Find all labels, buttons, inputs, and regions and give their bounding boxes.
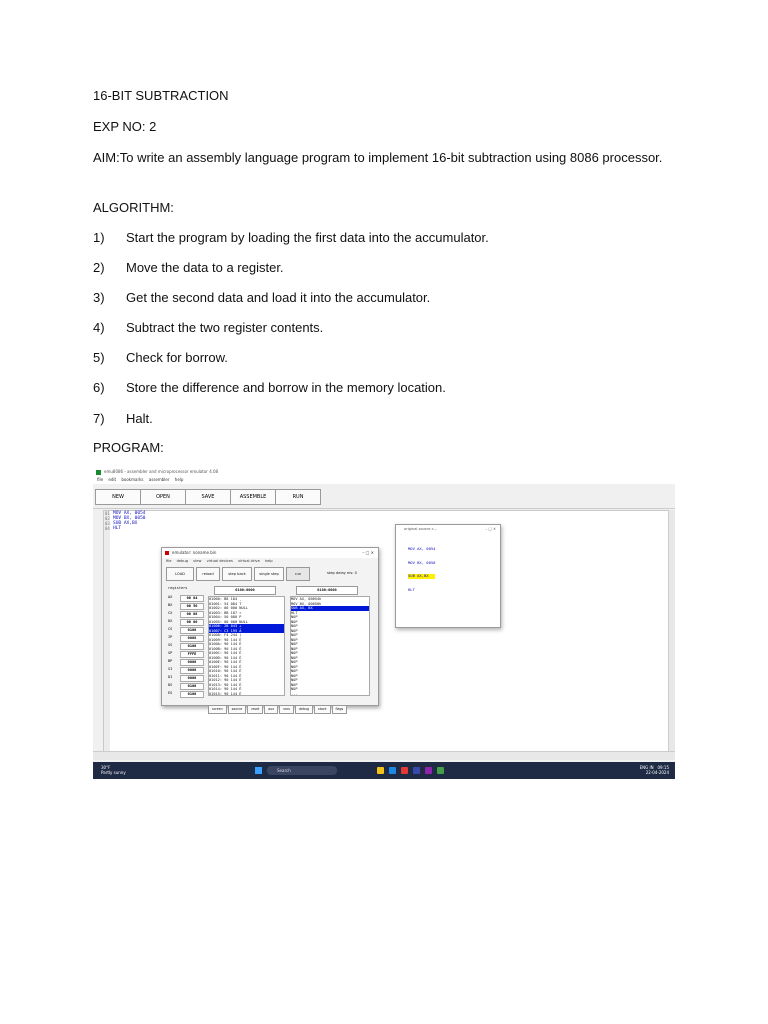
register-row	[168, 675, 206, 681]
temperature: 30°F	[101, 765, 111, 770]
disassembly-row[interactable]: NOP	[291, 646, 298, 651]
reload-button[interactable]: reload	[196, 567, 220, 581]
register-name: DX	[168, 619, 173, 623]
memory-row[interactable]: 0100D: 90 144 É	[209, 655, 242, 660]
register-name: BP	[168, 659, 173, 663]
register-name: SI	[168, 667, 173, 671]
weather-text: Partly sunny	[101, 770, 126, 775]
line-number: 01	[105, 511, 110, 516]
disassembly-row[interactable]: MOV AX, 00054h	[291, 597, 322, 601]
clock-time: 09:15	[657, 765, 669, 770]
vars-button[interactable]: vars	[279, 705, 294, 714]
register-value[interactable]: 00 50	[180, 603, 204, 610]
memory-list[interactable]	[208, 596, 285, 696]
run-button[interactable]: RUN	[275, 489, 321, 505]
register-name: CS	[168, 627, 173, 631]
program-heading: PROGRAM:	[93, 440, 164, 455]
disassembly-row[interactable]: NOP	[291, 678, 298, 682]
register-row	[168, 627, 206, 633]
registers-label: registers	[168, 586, 188, 590]
disassembly-list[interactable]	[290, 596, 370, 696]
code-line: HLT	[113, 526, 122, 531]
region-indicator: IN	[649, 765, 654, 770]
code-line: SUB AX,BX	[113, 521, 138, 526]
step-text: Move the data to a register.	[126, 260, 284, 275]
app-icon	[96, 470, 101, 475]
register-name: CX	[168, 611, 173, 615]
menu-file[interactable]: file	[97, 477, 104, 482]
line-number: 03	[105, 521, 110, 526]
step-number: 5)	[93, 350, 105, 365]
disassembly-row[interactable]: NOP	[291, 669, 298, 673]
aux-button[interactable]: aux	[264, 705, 278, 714]
register-name: SP	[168, 651, 173, 655]
memory-row[interactable]: 0100F: 90 144 É	[209, 664, 242, 669]
window-title: emu8086 - assembler and microprocessor emulator 4.08	[104, 469, 219, 474]
disassembly-row[interactable]: NOP	[291, 660, 298, 664]
step-text: Check for borrow.	[126, 350, 228, 365]
open-button[interactable]: OPEN	[140, 489, 186, 505]
step-text: Halt.	[126, 411, 153, 426]
code-line: MOV AX, 0054	[113, 511, 146, 516]
doc-title: 16-BIT SUBTRACTION	[93, 88, 229, 103]
horizontal-scrollbar[interactable]	[93, 751, 675, 760]
menu-assembler[interactable]: assembler	[148, 477, 170, 482]
memory-row[interactable]: 01012: 90 144 É	[209, 678, 242, 682]
exp-number: EXP NO: 2	[93, 119, 157, 134]
disassembly-row[interactable]: NOP	[291, 628, 298, 633]
source-line-highlighted: SUB AX,BX	[408, 574, 435, 579]
emulator-title: emulator: noname.bin	[172, 550, 217, 555]
register-name: AX	[168, 595, 173, 599]
register-value[interactable]: 0000	[180, 667, 204, 674]
window-controls-icon[interactable]: – □ ✕	[485, 527, 496, 531]
screen-button[interactable]: screen	[208, 705, 227, 714]
memory-row[interactable]: 01008: F4 244 (	[209, 633, 242, 637]
clock-date: 22-04-2024	[645, 770, 669, 775]
algorithm-step	[93, 318, 323, 338]
register-value[interactable]: 0100	[180, 691, 204, 698]
register-row	[168, 659, 206, 665]
register-value[interactable]: 0100	[180, 683, 204, 690]
taskbar-search[interactable]: Search	[267, 766, 337, 775]
debug-button[interactable]: debug	[295, 705, 313, 714]
step-delay-label: step delay ms: 0	[327, 571, 357, 575]
language-indicator: ENG	[639, 765, 649, 770]
disassembly-row[interactable]: HLT	[291, 610, 298, 615]
register-value[interactable]: 00 04	[180, 595, 204, 602]
emu8086-screenshot	[93, 467, 675, 779]
register-row	[168, 667, 206, 673]
algorithm-step	[93, 348, 228, 368]
flags-button[interactable]: flags	[332, 705, 348, 714]
step-number: 4)	[93, 320, 105, 335]
emu-menu-virtual-devices[interactable]: virtual devices	[206, 559, 233, 563]
register-row	[168, 611, 206, 617]
emulator-window	[161, 547, 379, 711]
register-row	[168, 603, 206, 609]
original-source-window	[395, 524, 501, 628]
step-back-button[interactable]: step back	[222, 567, 252, 581]
system-tray[interactable]	[640, 765, 669, 775]
disassembly-row[interactable]: MOV BX, 00050h	[291, 601, 322, 606]
algorithm-step	[93, 378, 446, 398]
emulator-menu	[162, 559, 273, 563]
file-explorer-icon[interactable]	[377, 767, 384, 774]
algorithm-step	[93, 258, 284, 278]
disassembly-row[interactable]: SUB AX, BX	[291, 606, 369, 611]
algorithm-heading: ALGORITHM:	[93, 200, 174, 215]
memory-row[interactable]: 01009: 90 144 É	[209, 637, 242, 642]
memory-row[interactable]: 01003: BB 187 »	[209, 610, 242, 615]
disassembly-row[interactable]: NOP	[291, 682, 298, 687]
memory-row[interactable]: 01001: 54 084 T	[209, 601, 242, 606]
disassembly-row[interactable]: NOP	[291, 673, 298, 678]
emulator-bottom-buttons	[208, 695, 348, 711]
register-name: DI	[168, 675, 173, 679]
memory-row[interactable]: 01004: 50 080 P	[209, 615, 242, 619]
memory-row[interactable]: 0100C: 90 144 É	[209, 651, 242, 655]
memory-row[interactable]: 01013: 90 144 É	[209, 682, 242, 687]
toolbar	[93, 484, 675, 509]
stack-button[interactable]: stack	[314, 705, 330, 714]
menu-bar	[93, 476, 675, 484]
app-icon[interactable]	[413, 767, 420, 774]
memory-row[interactable]: 0100E: 90 144 É	[209, 660, 242, 664]
emu-run-button[interactable]: run	[286, 567, 310, 581]
register-row	[168, 619, 206, 625]
windows-taskbar	[93, 762, 675, 779]
memory-row[interactable]: 01007: C3 195 Ã	[209, 629, 284, 634]
memory-row[interactable]: 01006: 2B 043 +	[209, 624, 284, 629]
register-row	[168, 683, 206, 689]
algorithm-step	[93, 228, 489, 248]
disassembly-row[interactable]: NOP	[291, 637, 298, 642]
emulator-titlebar	[162, 548, 378, 558]
load-button[interactable]: LOAD	[166, 567, 194, 581]
reset-button[interactable]: reset	[247, 705, 263, 714]
line-number: 04	[105, 526, 110, 531]
step-text: Subtract the two register contents.	[126, 320, 324, 335]
assemble-button[interactable]: ASSEMBLE	[230, 489, 276, 505]
register-name: SS	[168, 643, 173, 647]
memory-row[interactable]: 01000: B8 184 ¸	[209, 597, 242, 601]
register-name: ES	[168, 691, 173, 695]
app-icon[interactable]	[437, 767, 444, 774]
register-value[interactable]: FFFE	[180, 651, 204, 658]
disassembly-row[interactable]: NOP	[291, 687, 298, 691]
memory-row[interactable]: 01010: 90 144 É	[209, 669, 242, 673]
register-row	[168, 651, 206, 657]
disassembly-row[interactable]: NOP	[291, 651, 298, 655]
memory-row[interactable]: 01011: 90 144 É	[209, 673, 242, 678]
source-line: MOV BX, 0050	[408, 559, 436, 565]
register-name: DS	[168, 683, 173, 687]
memory-row[interactable]: 01005: 00 000 NULL	[209, 619, 248, 624]
memory-row[interactable]: 0100B: 90 144 É	[209, 646, 242, 651]
step-text: Get the second data and load it into the accumulator.	[126, 290, 431, 305]
original-source-title: original source c...	[404, 527, 438, 531]
disassembly-row[interactable]: NOP	[291, 655, 298, 660]
registers-panel	[168, 586, 206, 703]
single-step-button[interactable]: single step	[254, 567, 284, 581]
register-row	[168, 595, 206, 601]
window-titlebar	[93, 467, 675, 476]
register-value[interactable]: 0100	[180, 627, 204, 634]
disasm-address-field[interactable]: 0100:0000	[296, 586, 358, 595]
original-source-titlebar	[396, 525, 500, 534]
register-row	[168, 643, 206, 649]
disassembly-row[interactable]: NOP	[291, 642, 298, 646]
new-button[interactable]: NEW	[95, 489, 141, 505]
save-button[interactable]: SAVE	[185, 489, 231, 505]
step-text: Store the difference and borrow in the memory location.	[126, 380, 446, 395]
source-button[interactable]: source	[228, 705, 247, 714]
original-source-code	[408, 538, 435, 601]
menu-help[interactable]: help	[174, 477, 184, 482]
app-icon[interactable]	[401, 767, 408, 774]
register-value[interactable]: 00 00	[180, 619, 204, 626]
register-value[interactable]: 0100	[180, 643, 204, 650]
disassembly-row[interactable]: NOP	[291, 633, 298, 637]
step-number: 3)	[93, 290, 105, 305]
step-text: Start the program by loading the first data into the accumulator.	[126, 230, 489, 245]
algorithm-step	[93, 409, 153, 429]
emu-menu-file[interactable]: file	[166, 559, 172, 563]
menu-edit[interactable]: edit	[108, 477, 117, 482]
windows-start-icon[interactable]	[255, 767, 262, 774]
register-name: BX	[168, 603, 173, 607]
disassembly-row[interactable]: NOP	[291, 615, 298, 619]
emulator-icon	[165, 551, 169, 555]
memory-row[interactable]: 01014: 90 144 É	[209, 687, 242, 691]
aim-paragraph: AIM:To write an assembly language program to implement 16-bit subtraction using 8086 processor.	[93, 150, 663, 165]
emu-menu-virtual-drive[interactable]: virtual drive	[238, 559, 260, 563]
menu-bookmarks[interactable]: bookmarks	[121, 477, 144, 482]
algorithm-step	[93, 288, 430, 308]
vertical-scrollbar[interactable]	[668, 510, 675, 753]
memory-row[interactable]: 0100A: 90 144 É	[209, 642, 242, 646]
register-name: IP	[168, 635, 173, 639]
source-line: HLT	[408, 586, 415, 592]
source-line: MOV AX, 0054	[408, 546, 436, 551]
emu-menu-help[interactable]: help	[264, 559, 273, 563]
disassembly-row[interactable]: NOP	[291, 619, 298, 624]
register-row	[168, 691, 206, 697]
memory-row[interactable]: 01002: 00 000 NULL	[209, 606, 248, 610]
register-row	[168, 635, 206, 641]
edge-icon[interactable]	[389, 767, 396, 774]
step-number: 7)	[93, 411, 105, 426]
register-value[interactable]: 0008	[180, 635, 204, 642]
memory-address-field[interactable]: 0100:0000	[214, 586, 276, 595]
disassembly-row[interactable]: NOP	[291, 664, 298, 669]
code-line: MOV BX, 0050	[113, 516, 146, 521]
disassembly-row[interactable]: NOP	[291, 624, 298, 628]
emu-menu-view[interactable]: view	[193, 559, 202, 563]
emu-menu-debug[interactable]: debug	[176, 559, 188, 563]
editor-gutter	[104, 511, 110, 751]
register-value[interactable]: 0000	[180, 659, 204, 666]
weather-widget[interactable]	[101, 765, 126, 775]
memory-row[interactable]: 01015: 90 144 É	[209, 691, 242, 696]
window-controls-icon[interactable]: – □ ✕	[362, 550, 374, 555]
register-value[interactable]: 00 08	[180, 611, 204, 618]
app-icon[interactable]	[425, 767, 432, 774]
step-number: 6)	[93, 380, 105, 395]
step-number: 2)	[93, 260, 105, 275]
register-value[interactable]: 0000	[180, 675, 204, 682]
disassembly-row[interactable]: ...	[291, 691, 298, 696]
line-number: 02	[105, 516, 110, 521]
step-number: 1)	[93, 230, 105, 245]
